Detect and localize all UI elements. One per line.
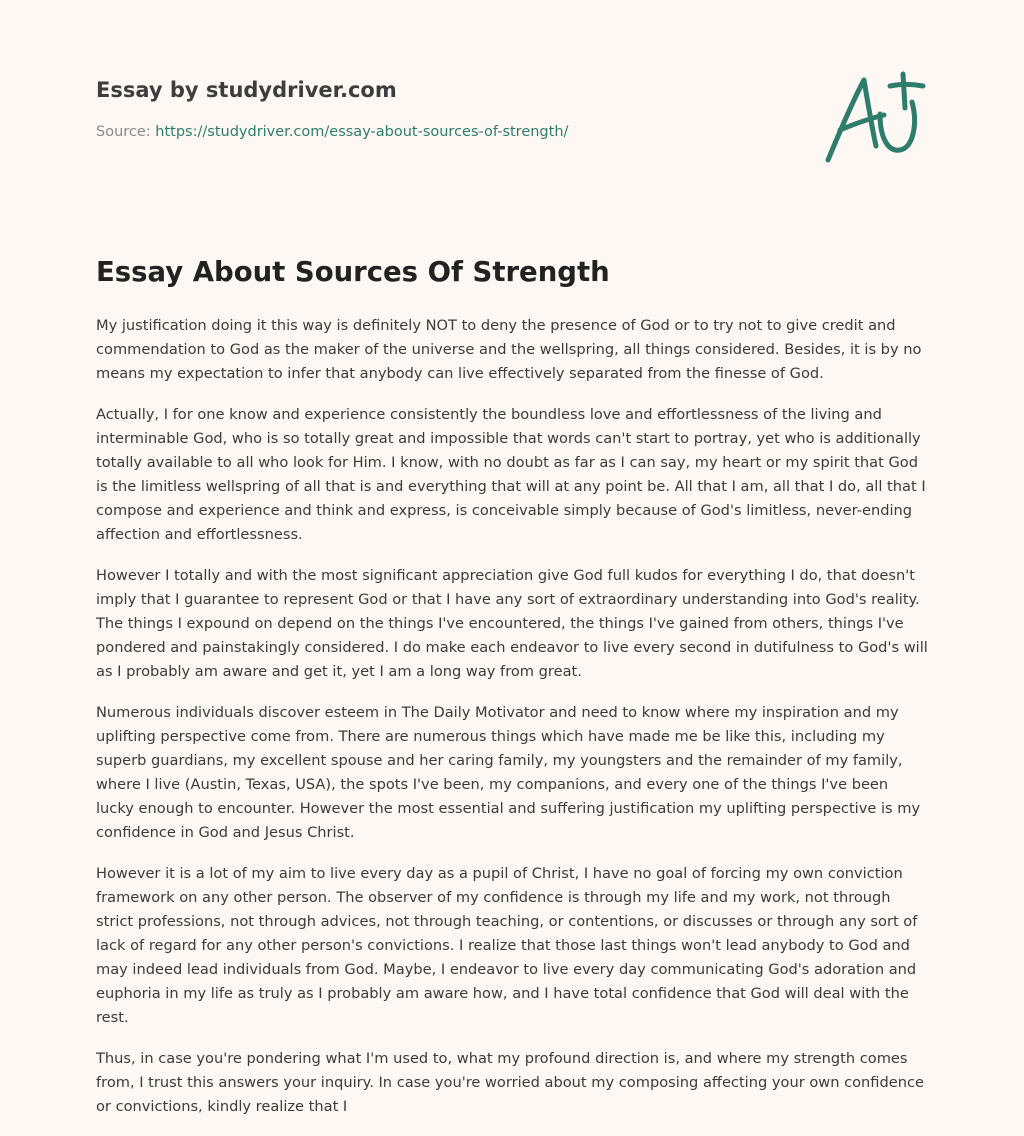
paragraph: However I totally and with the most significant appreciation give God full kudos for everything I do, that doesn't imply that I guarantee to represent God or that I have any sort of extraordinary understanding into God's reality. The things I expound on depend on the things I've encountered, the things I've gained from others, things I've pondered and painstakingly considered. I do make each endeavor to live every second in dutifulness to God's will as I probably am aware and get it, yet I am a long way from great. <box>96 567 928 680</box>
site-title: Essay by studydriver.com <box>96 78 397 102</box>
paragraph: My justification doing it this way is definitely NOT to deny the presence of God or to try not to give credit and commendation to God as the maker of the universe and the wellspring, all things considered. Besides, it is by no means my expectation to infer that anybody can live effectively separated from the finesse of God. <box>96 317 922 382</box>
paragraph: Actually, I for one know and experience consistently the boundless love and effortlessness of the living and interminable God, who is so totally great and impossible that words can't start to portray, yet who is additionally totally available to all who look for Him. I know, with no doubt as far as I can say, my heart or my spirit that God is the limitless wellspring of all that is and everything that will at any point be. All that I am, all that I do, all that I compose and experience and think and express, is conceivable simply because of God's limitless, never-ending affection and effortlessness. <box>96 406 926 543</box>
source-line <box>96 124 568 140</box>
source-label: Source: <box>96 124 151 140</box>
paragraph: However it is a lot of my aim to live every day as a pupil of Christ, I have no goal of forcing my own conviction framework on any other person. The observer of my confidence is through my life and my work, not through strict professions, not through advices, not through teaching, or contentions, or discusses or through any sort of lack of regard for any other person's convictions. I realize that those last things won't lead anybody to God and may indeed lead individuals from God. Maybe, I endeavor to live every day communicating God's adoration and euphoria in my life as truly as I probably am aware how, and I have total confidence that God will deal with the rest. <box>96 865 918 1026</box>
source-link[interactable]: https://studydriver.com/essay-about-sources-of-strength/ <box>155 124 569 140</box>
a-plus-logo-icon <box>820 68 928 168</box>
paragraph: Numerous individuals discover esteem in The Daily Motivator and need to know where my inspiration and my uplifting perspective come from. There are numerous things which have made me be like this, including my superb guardians, my excellent spouse and her caring family, my youngsters and the remainder of my family, where I live (Austin, Texas, USA), the spots I've been, my companions, and every one of the things I've been lucky enough to encounter. However the most essential and suffering justification my uplifting perspective is my confidence in God and Jesus Christ. <box>96 704 921 841</box>
essay-title: Essay About Sources Of Strength <box>96 256 610 288</box>
paragraph: Thus, in case you're pondering what I'm used to, what my profound direction is, and where my strength comes from, I trust this answers your inquiry. In case you're worried about my composing affecting your own confidence or convictions, kindly realize that I <box>96 1050 924 1115</box>
essay-body <box>96 314 928 1136</box>
